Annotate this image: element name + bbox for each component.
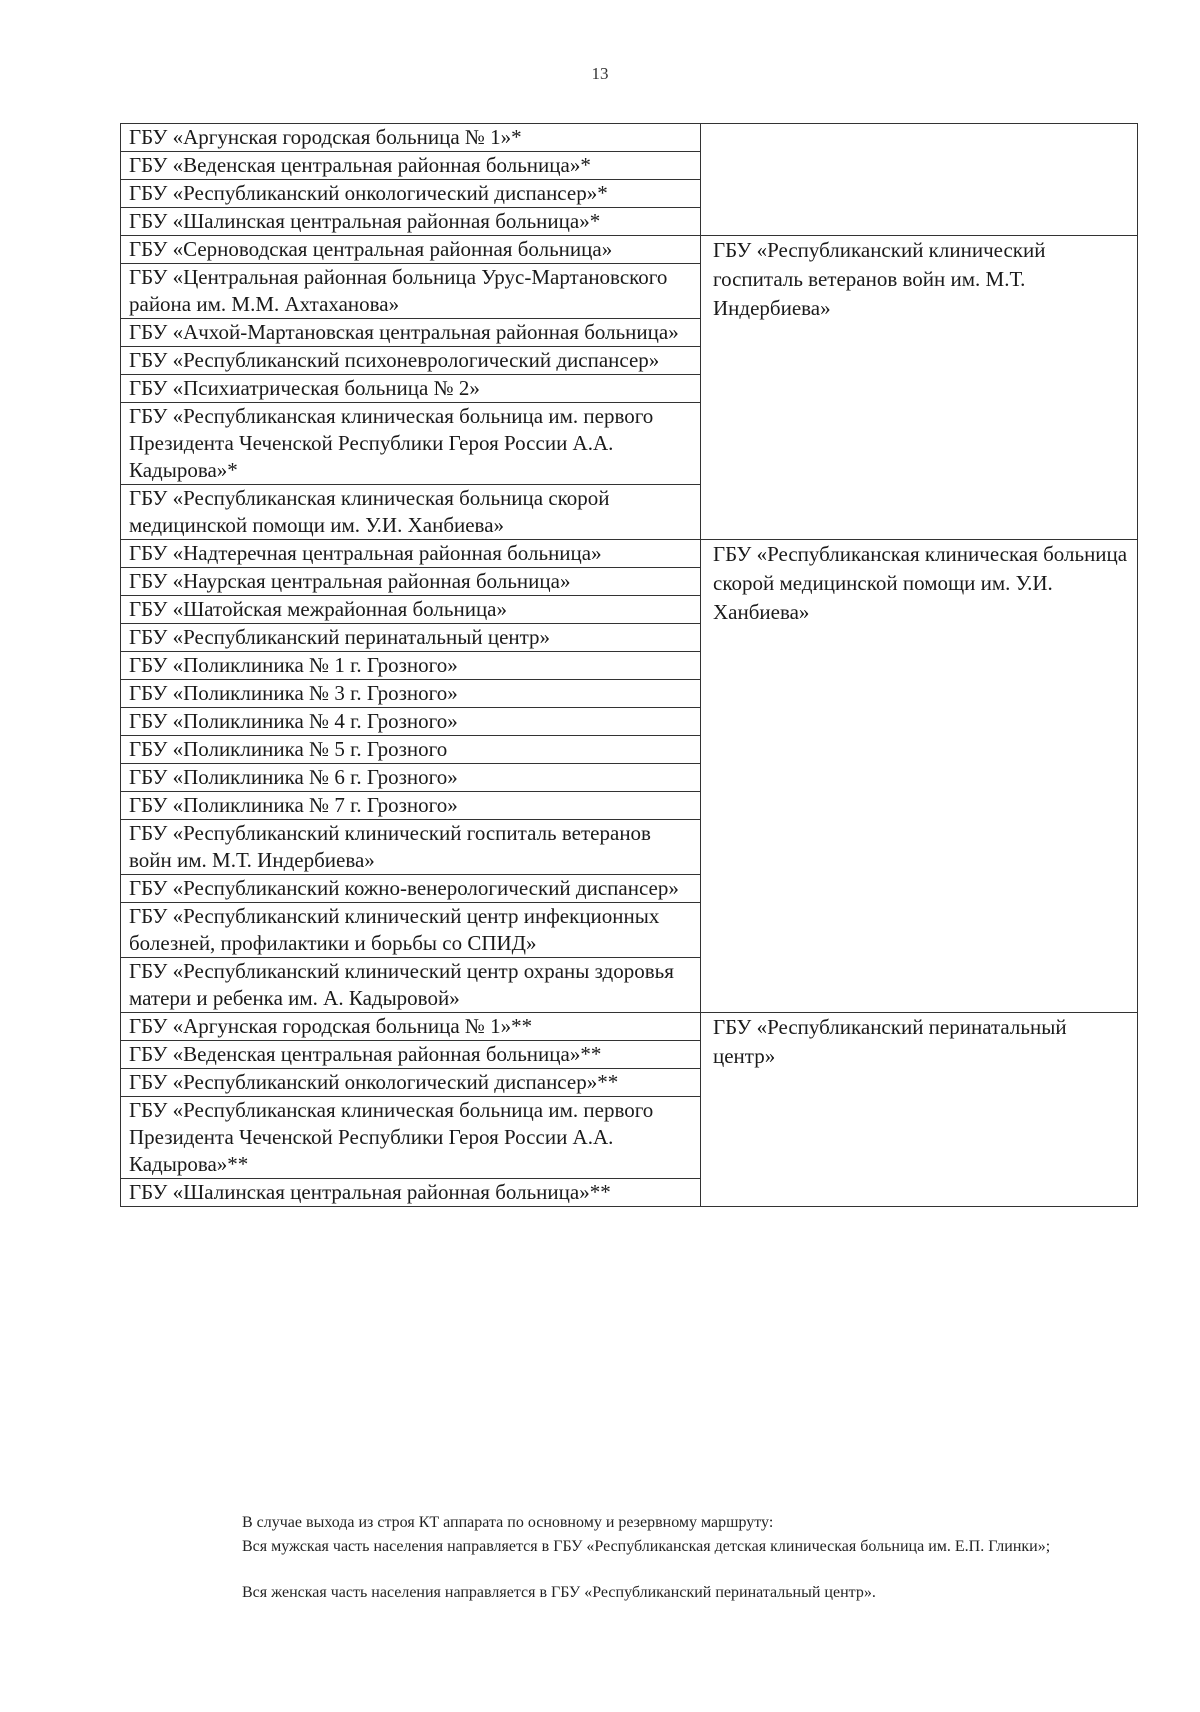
source-institution: ГБУ «Серноводская центральная районная больница» xyxy=(121,236,701,264)
page-number: 13 xyxy=(591,64,609,83)
source-institution: ГБУ «Центральная районная больница Урус-Мартановского района им. М.М. Ахтаханова» xyxy=(121,264,701,319)
source-institution: ГБУ «Республиканский онкологический диспансер»* xyxy=(121,180,701,208)
source-institution: ГБУ «Надтеречная центральная районная больница» xyxy=(121,540,701,568)
note-female-population: Вся женская часть населения направляется в ГБУ «Республиканский перинатальный центр». xyxy=(242,1584,876,1601)
source-institution: ГБУ «Поликлиника № 3 г. Грозного» xyxy=(121,680,701,708)
destination-institution: ГБУ «Республиканский клинический госпиталь ветеранов войн им. М.Т. Индербиева» xyxy=(701,236,1138,540)
destination-institution: ГБУ «Республиканская клиническая больница скорой медицинской помощи им. У.И. Ханбиева» xyxy=(701,540,1138,1013)
source-institution: ГБУ «Шалинская центральная районная больница»** xyxy=(121,1179,701,1207)
source-institution: ГБУ «Республиканская клиническая больница им. первого Президента Чеченской Республики Героя России А.А. Кадырова»* xyxy=(121,403,701,485)
source-institution: ГБУ «Шалинская центральная районная больница»* xyxy=(121,208,701,236)
source-institution: ГБУ «Ачхой-Мартановская центральная районная больница» xyxy=(121,319,701,347)
source-institution: ГБУ «Шатойская межрайонная больница» xyxy=(121,596,701,624)
table-row xyxy=(121,540,1138,568)
source-institution: ГБУ «Поликлиника № 1 г. Грозного» xyxy=(121,652,701,680)
source-institution: ГБУ «Поликлиника № 6 г. Грозного» xyxy=(121,764,701,792)
source-institution: ГБУ «Поликлиника № 5 г. Грозного xyxy=(121,736,701,764)
source-institution: ГБУ «Аргунская городская больница № 1»* xyxy=(121,124,701,152)
table-row xyxy=(121,1013,1138,1041)
source-institution: ГБУ «Республиканский психоневрологический диспансер» xyxy=(121,347,701,375)
source-institution: ГБУ «Поликлиника № 4 г. Грозного» xyxy=(121,708,701,736)
source-institution: ГБУ «Аргунская городская больница № 1»** xyxy=(121,1013,701,1041)
table-row xyxy=(121,124,1138,152)
source-institution: ГБУ «Республиканский перинатальный центр» xyxy=(121,624,701,652)
source-institution: ГБУ «Республиканский кожно-венерологический диспансер» xyxy=(121,875,701,903)
source-institution: ГБУ «Поликлиника № 7 г. Грозного» xyxy=(121,792,701,820)
note-ct-failure: В случае выхода из строя КТ аппарата по основному и резервному маршруту: xyxy=(242,1514,774,1531)
source-institution: ГБУ «Республиканский онкологический диспансер»** xyxy=(121,1069,701,1097)
source-institution: ГБУ «Республиканский клинический госпиталь ветеранов войн им. М.Т. Индербиева» xyxy=(121,820,701,875)
source-institution: ГБУ «Веденская центральная районная больница»* xyxy=(121,152,701,180)
destination-institution xyxy=(701,124,1138,236)
routing-table-body xyxy=(121,124,1138,1207)
source-institution: ГБУ «Республиканский клинический центр охраны здоровья матери и ребенка им. А. Кадыровой» xyxy=(121,958,701,1013)
source-institution: ГБУ «Веденская центральная районная больница»** xyxy=(121,1041,701,1069)
source-institution: ГБУ «Республиканская клиническая больница скорой медицинской помощи им. У.И. Ханбиева» xyxy=(121,485,701,540)
table-row xyxy=(121,236,1138,264)
destination-institution: ГБУ «Республиканский перинатальный центр» xyxy=(701,1013,1138,1207)
source-institution: ГБУ «Республиканская клиническая больница им. первого Президента Чеченской Республики Героя России А.А. Кадырова»** xyxy=(121,1097,701,1179)
source-institution: ГБУ «Республиканский клинический центр инфекционных болезней, профилактики и борьбы со СПИД» xyxy=(121,903,701,958)
routing-table xyxy=(120,123,1138,1207)
note-male-population: Вся мужская часть населения направляется в ГБУ «Республиканская детская клиническая больница им. Е.П. Глинки»; xyxy=(242,1538,1051,1555)
source-institution: ГБУ «Наурская центральная районная больница» xyxy=(121,568,701,596)
source-institution: ГБУ «Психиатрическая больница № 2» xyxy=(121,375,701,403)
